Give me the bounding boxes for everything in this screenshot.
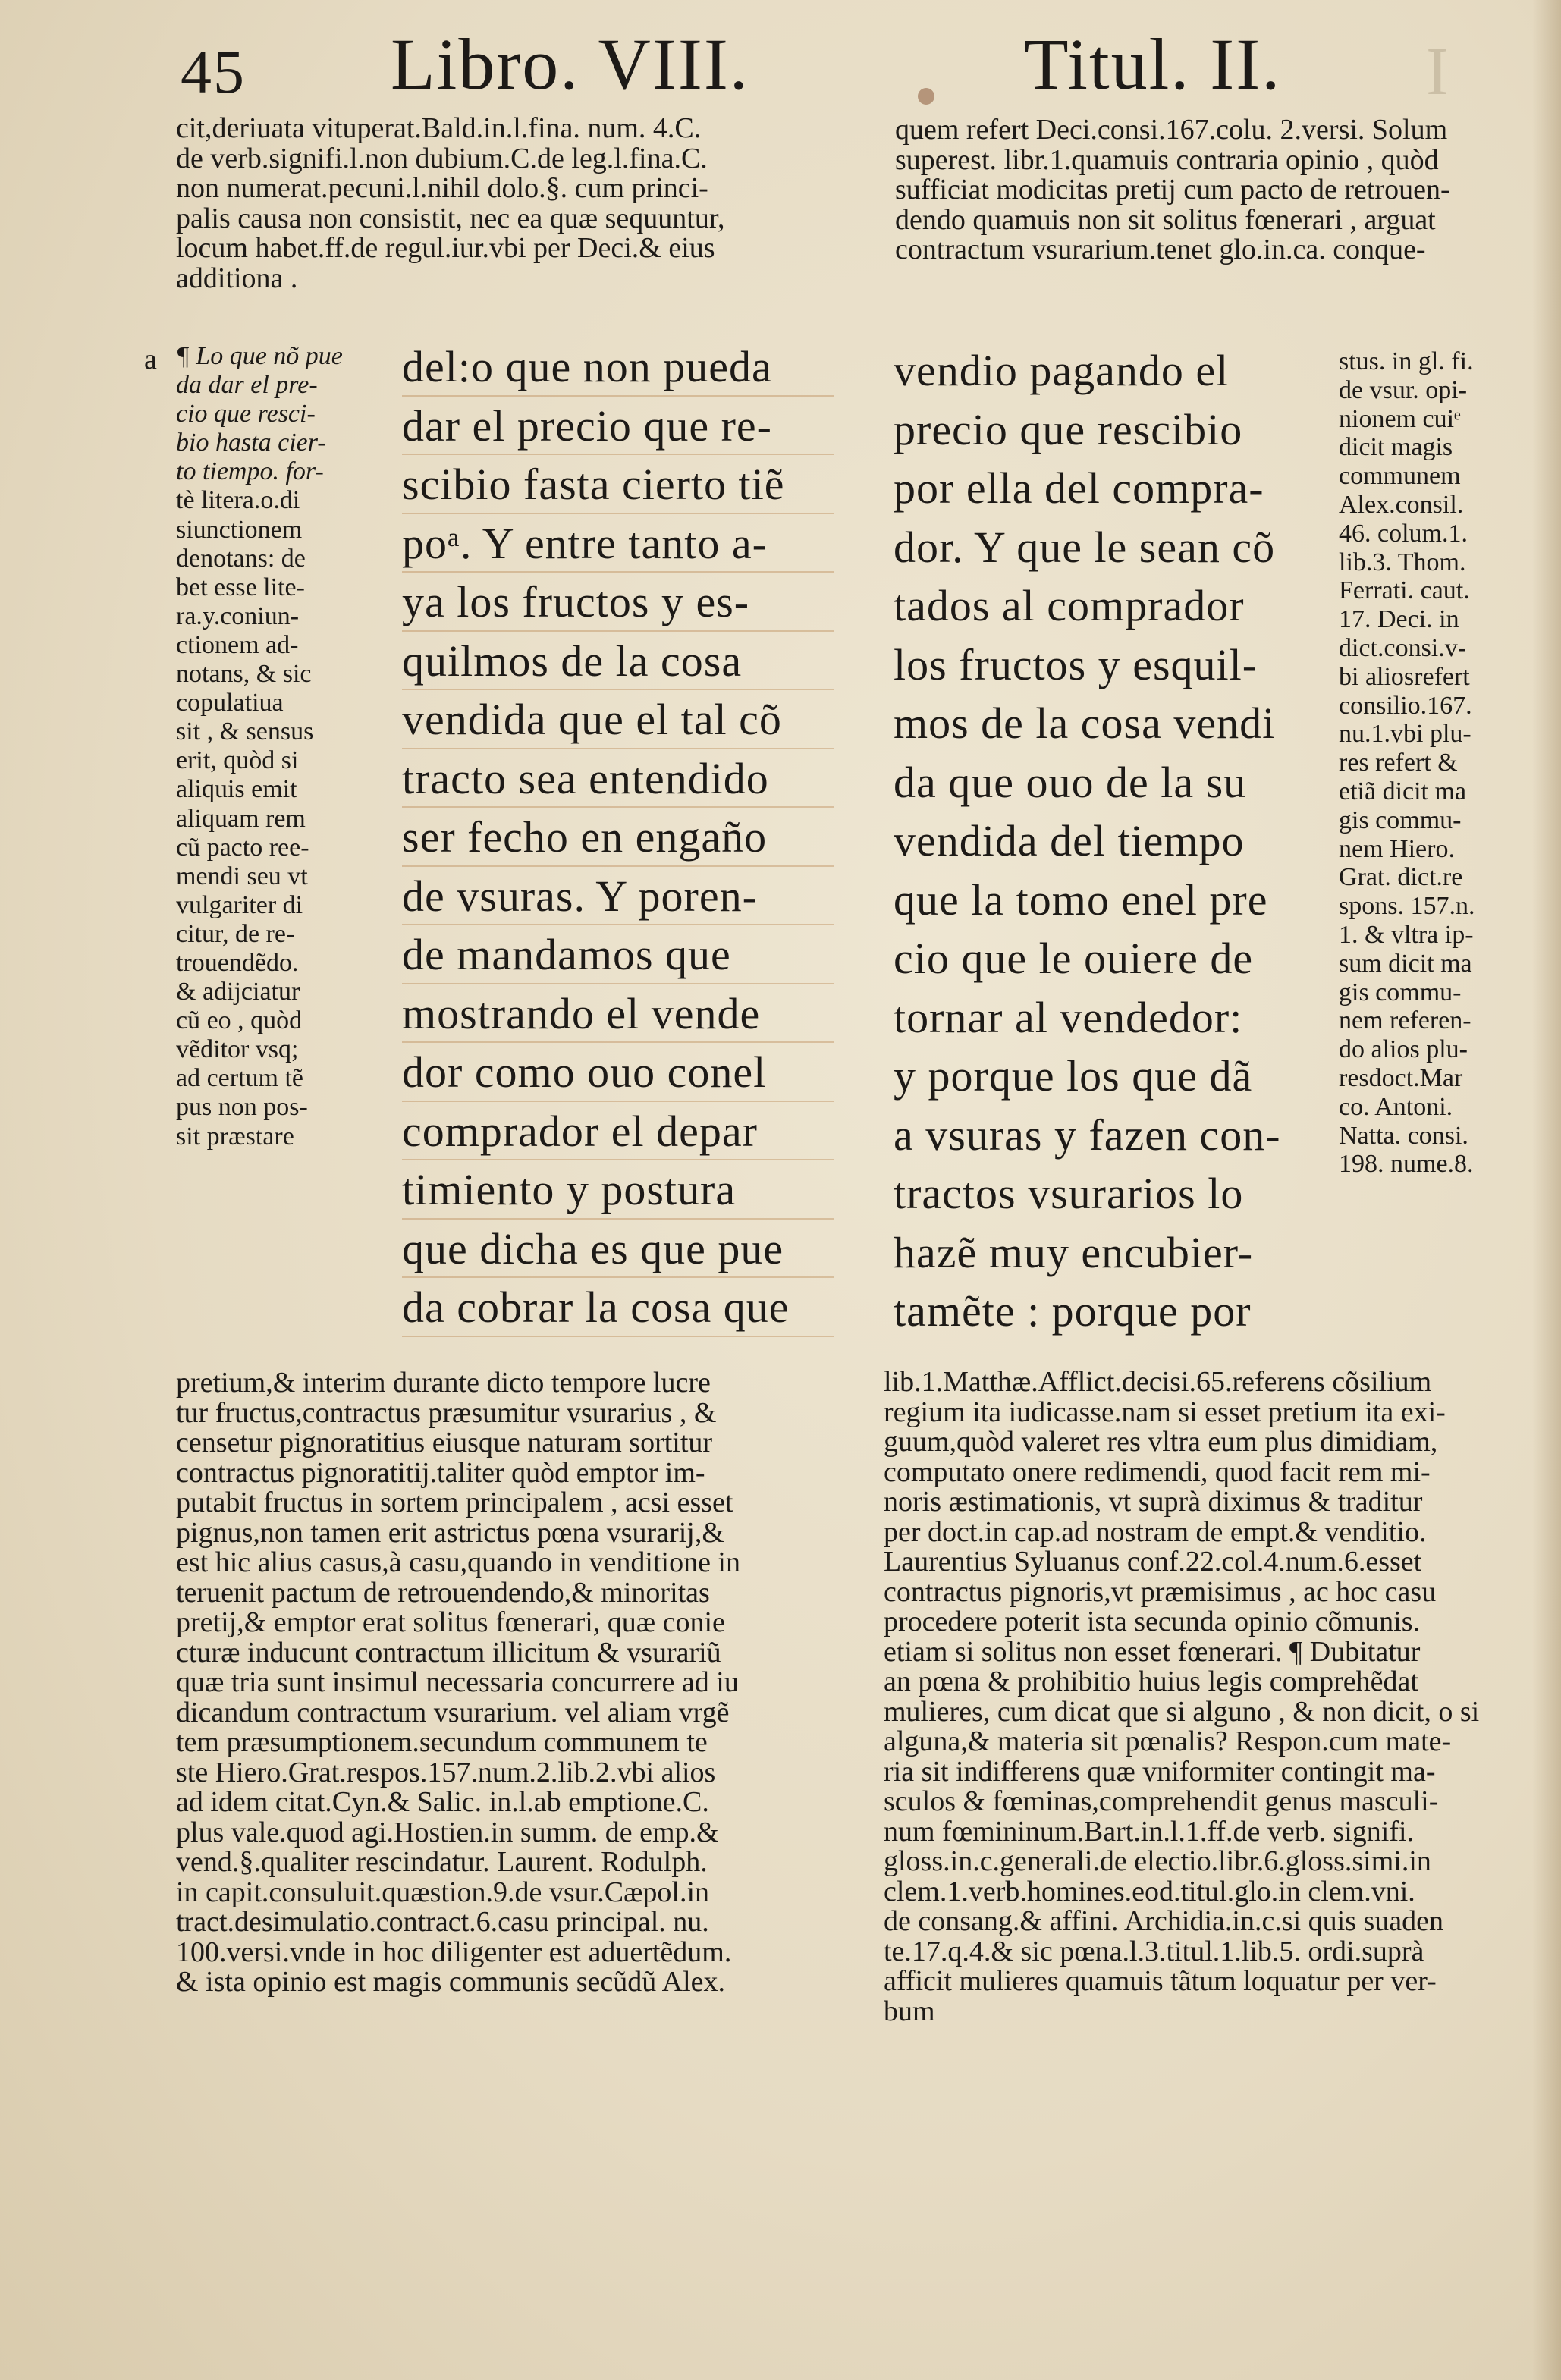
text-line: vulgariter di [176,890,303,919]
text-line: da que ouo de la su [894,757,1247,807]
text-line: dicandum contractum vsurarium. vel aliam vrgẽ [176,1697,730,1728]
text-line: citur, de re- [176,919,295,948]
text-line: do alios plu- [1339,1035,1468,1064]
text-line: poᵃ. Y entre tanto a- [402,514,834,573]
text-line: censetur pignoratitius eiusque naturam sortitur [176,1428,713,1458]
text-line: nu.1.vbi plu- [1339,720,1471,749]
text-line: in capit.consuluit.quæstion.9.de vsur.Cæpol.in [176,1877,709,1907]
text-line: cit,deriuata vituperat.Bald.in.l.fina. num. 4.C. [176,114,702,144]
text-line: tract.desimulatio.contract.6.casu principal. nu. [176,1907,709,1938]
text-line: gloss.in.c.generali.de electio.libr.6.gloss.simi.in [884,1847,1431,1877]
text-line: contractum vsurarium.tenet glo.in.ca. conque- [895,235,1426,265]
text-line: que la tomo enel pre [894,874,1268,925]
text-line: te.17.q.4.& sic pœna.l.3.titul.1.lib.5. ordi.suprà [884,1936,1424,1967]
text-line: y porque los que dã [894,1051,1253,1101]
text-line: vendida que el tal cõ [402,690,834,749]
text-line: bum [884,1996,935,2027]
text-line: Laurentius Syluanus conf.22.col.4.num.6.esset [884,1547,1422,1578]
text-line: regium ita iudicasse.nam si esset pretium ita exi- [884,1397,1446,1427]
text-line: num fœmininum.Bart.in.l.1.ff.de verb. signifi. [884,1816,1415,1847]
text-line: computato onere redimendi, quod facit rem mi- [884,1457,1431,1487]
ink-blot-mark [918,88,934,105]
text-line: tamẽte : porque por [894,1286,1252,1336]
text-line: & ista opinio est magis communis secũdũ Alex. [176,1967,726,1998]
text-line: sum dicit ma [1339,949,1472,978]
text-line: precio que rescibio [894,404,1243,454]
text-line: etiam si solitus non esset fœnerari. ¶ Dubitatur [884,1637,1421,1667]
text-line: lib.3. Thom. [1339,548,1466,576]
text-line: sculos & fœminas,comprehendit genus masculi- [884,1787,1439,1817]
text-line: bi aliosrefert [1339,662,1470,691]
text-line: cio que resci- [176,400,316,429]
text-line: 46. colum.1. [1339,519,1468,548]
text-line: de verb.signifi.l.non dubium.C.de leg.l.fina.C. [176,143,708,174]
text-line: pretium,& interim durante dicto tempore lucre [176,1368,711,1399]
text-line: vendida del tiempo [894,816,1245,865]
text-line: comprador el depar [402,1102,834,1161]
text-line: tem præsumptionem.secundum communem te [176,1728,708,1758]
text-line: est hic alius casus,à casu,quando in venditione in [176,1548,740,1578]
text-line: de vsuras. Y poren- [402,867,834,926]
text-line: da dar el pre- [176,371,318,400]
text-line: copulatiua [176,689,284,717]
gloss-top-left [176,114,843,294]
text-line: ria sit indifferens quæ vniformiter contingit ma- [884,1757,1436,1787]
text-line: mos de la cosa vendi [894,699,1276,748]
text-line: siunctionem [176,515,303,544]
text-line: Natta. consi. [1339,1121,1468,1150]
text-line: contractus pignoratitij.taliter quòd emptor im- [176,1458,705,1488]
text-line: ser fecho en engaño [402,808,834,867]
text-line: sit præstare [176,1122,294,1151]
text-line: tracto sea entendido [402,749,834,809]
text-line: sit , & sensus [176,717,314,746]
text-line: nem Hiero. [1339,834,1455,863]
text-line: hazẽ muy encubier- [894,1227,1254,1277]
text-line: 100.versi.vnde in hoc diligenter est aduertẽdum. [176,1937,732,1967]
text-line: spons. 157.n. [1339,892,1475,921]
text-line: clem.1.verb.homines.eod.titul.glo.in clem.vni. [884,1876,1415,1907]
text-line: 198. nume.8. [1339,1150,1474,1179]
gloss-top-right [895,115,1525,265]
gloss-bottom-left [176,1368,836,1998]
text-line: trouendẽdo. [176,948,299,977]
text-line: a vsuras y fazen con- [894,1110,1281,1160]
text-line: etiã dicit ma [1339,777,1467,805]
text-line: nem referen- [1339,1006,1471,1035]
text-line: aliquis emit [176,775,297,804]
text-line: sufficiat modicitas pretij cum pacto de retrouen- [895,175,1450,206]
text-line: de consang.& affini. Archidia.in.c.si quis suaden [884,1907,1444,1937]
text-line: por ella del compra- [894,463,1264,513]
text-line: los fructos y esquil- [894,639,1258,689]
text-line: consilio.167. [1339,691,1472,720]
text-line: ya los fructos y es- [402,573,834,632]
text-line: to tiempo. for- [176,457,324,486]
text-line: cturæ inducunt contractum illicitum & vsurariũ [176,1637,721,1668]
running-header-book: Libro. VIII. [391,24,749,105]
text-line: que dicha es que pue [402,1220,834,1279]
text-line: vendio pagando el [894,346,1230,395]
text-line: gis commu- [1339,805,1462,834]
text-line: tur fructus,contractus præsumitur vsurarius , & [176,1398,717,1428]
text-line: lib.1.Matthæ.Afflict.decisi.65.referens cõsilium [884,1367,1432,1398]
law-text-column-2 [894,341,1333,1341]
law-text-column-1 [402,338,834,1337]
text-line: per doct.in cap.ad nostram de empt.& venditio. [884,1517,1427,1547]
gloss-side-left [176,342,358,1151]
text-line: Ferrati. caut. [1339,576,1470,605]
text-line: res refert & [1339,749,1458,777]
text-line: teruenit pactum de retrouendendo,& minoritas [176,1578,710,1608]
text-line: erit, quòd si [176,746,299,775]
text-line: ste Hiero.Grat.respos.157.num.2.lib.2.vbi alios [176,1757,716,1788]
page-number: 45 [181,37,246,106]
text-line: dar el precio que re- [402,397,834,456]
text-line: dor como ouo conel [402,1043,834,1102]
text-line: pretij,& emptor erat solitus fœnerari, quæ conie [176,1608,725,1638]
text-line: vẽditor vsq; [176,1035,299,1064]
text-line: alguna,& materia sit pœnalis? Respon.cum mate- [884,1727,1452,1757]
text-line: mendi seu vt [176,862,308,890]
text-line: ad idem citat.Cyn.& Salic. in.l.ab emptione.C. [176,1788,709,1818]
text-line: quem refert Deci.consi.167.colu. 2.versi. Solum [895,115,1448,146]
text-line: afficit mulieres quamuis tãtum loquatur per ver- [884,1967,1437,1997]
text-line: pus non pos- [176,1093,308,1122]
text-line: communem [1339,462,1461,491]
text-line: an pœna & prohibitio huius legis comprehẽdat [884,1667,1418,1697]
text-line: bio hasta cier- [176,429,326,457]
text-line: locum habet.ff.de regul.iur.vbi per Deci.& eius [176,234,715,264]
text-line: palis causa non consistit, nec ea quæ sequuntur, [176,203,725,234]
text-line: de vsur. opi- [1339,375,1468,404]
text-line: noris æstimationis, vt suprà diximus & traditur [884,1487,1423,1518]
text-line: guum,quòd valeret res vltra eum plus dimidiam, [884,1427,1438,1458]
marginal-reference-letter: a [144,344,157,375]
text-line: gis commu- [1339,978,1462,1006]
text-line: dendo quamuis non sit solitus fœnerari , arguat [895,205,1436,235]
text-line: ra.y.coniun- [176,601,300,630]
text-line: vend.§.qualiter rescindatur. Laurent. Rodulph. [176,1848,708,1878]
text-line: tornar al vendedor: [894,992,1243,1042]
text-line: putabit fructus in sortem principalem , acsi esset [176,1488,733,1518]
text-line: additiona . [176,263,298,294]
text-line: & adijciatur [176,978,300,1006]
text-line: dicit magis [1339,433,1453,462]
text-line: notans, & sic [176,660,312,689]
text-line: 1. & vltra ip- [1339,920,1474,949]
text-line: mulieres, cum dicat que si alguno , & non dicit, o si [884,1697,1480,1727]
text-line: mostrando el vende [402,984,834,1044]
text-line: tractos vsurarios lo [894,1169,1244,1218]
text-line: ctionem ad- [176,630,299,659]
text-line: quilmos de la cosa [402,632,834,691]
text-line: nionem cuiᵉ [1339,404,1461,433]
text-line: tados al comprador [894,581,1245,630]
text-line: resdoct.Mar [1339,1063,1463,1092]
text-line: aliquam rem [176,804,306,833]
text-line: ¶ Lo que nõ pue [176,342,343,370]
text-line: cũ pacto ree- [176,833,309,862]
text-line: quæ tria sunt insimul necessaria concurrere ad iu [176,1668,739,1698]
text-line: Alex.consil. [1339,490,1464,519]
running-header-title: Titul. II. [1024,24,1282,105]
text-line: del:o que non pueda [402,338,834,397]
gloss-bottom-right [884,1367,1544,2027]
text-line: scibio fasta cierto tiẽ [402,455,834,514]
text-line: superest. libr.1.quamuis contraria opinio , quòd [895,145,1439,175]
text-line: stus. in gl. fi. [1339,347,1474,375]
text-line: plus vale.quod agi.Hostien.in summ. de emp.& [176,1817,719,1848]
text-line: procedere poterit ista secunda opinio cõmunis. [884,1607,1421,1637]
text-line: cũ eo , quòd [176,1006,303,1035]
text-line: dor. Y que le sean cõ [894,522,1276,572]
text-line: ad certum tẽ [176,1064,304,1093]
text-line: Grat. dict.re [1339,863,1463,892]
gloss-side-right [1339,347,1544,1179]
text-line: denotans: de [176,544,306,573]
text-line: non numerat.pecuni.l.nihil dolo.§. cum princi- [176,174,708,204]
text-line: co. Antoni. [1339,1092,1453,1121]
text-line: tè litera.o.di [176,486,300,515]
show-through-glyph: I [1426,34,1450,109]
text-line: cio que le ouiere de [894,934,1254,983]
text-line: bet esse lite- [176,573,305,601]
text-line: de mandamos que [402,925,834,984]
text-line: dict.consi.v- [1339,633,1467,662]
text-line: contractus pignoris,vt præmisimus , ac hoc casu [884,1577,1437,1607]
text-line: da cobrar la cosa que [402,1278,834,1337]
text-line: 17. Deci. in [1339,605,1459,634]
text-line: timiento y postura [402,1160,834,1220]
text-line: pignus,non tamen erit astrictus pœna vsurarij,& [176,1518,724,1548]
